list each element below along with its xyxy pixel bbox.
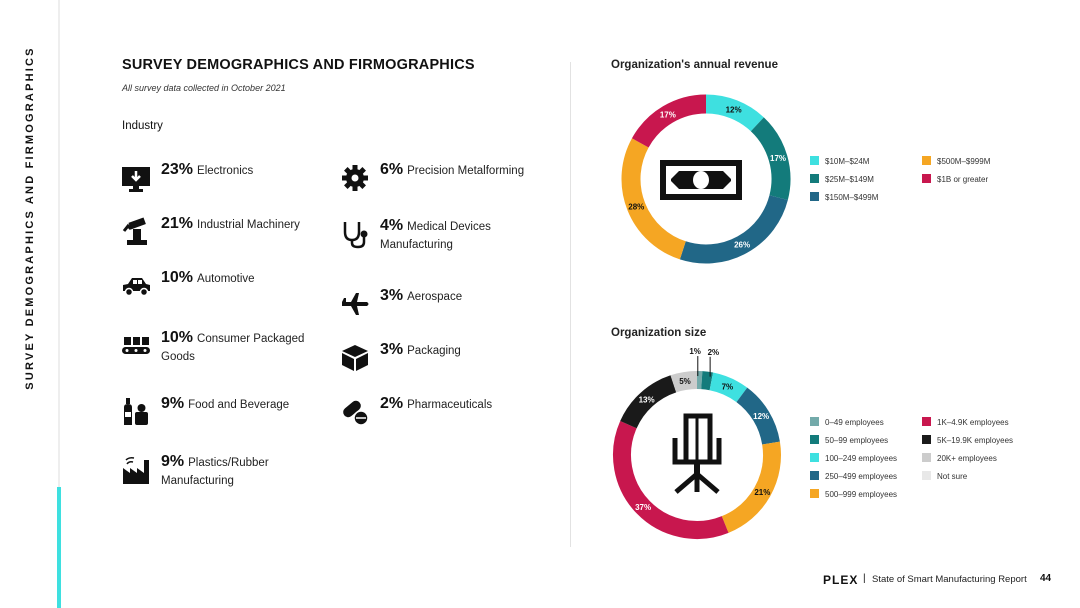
legend-item [810, 174, 874, 184]
industry-label: Automotive [197, 273, 255, 285]
legend-label: 20K+ employees [937, 454, 997, 463]
legend-swatch [810, 489, 819, 498]
legend-label: 1K–4.9K employees [937, 418, 1009, 427]
legend-label: Not sure [937, 472, 968, 481]
airplane-icon [340, 289, 370, 319]
industry-label: Industrial Machinery [197, 219, 300, 231]
industry-percent: 10% [161, 329, 194, 346]
slice-label: 1% [689, 347, 701, 357]
industry-percent: 21% [161, 215, 194, 232]
industry-label: Aerospace [407, 291, 463, 303]
bottle-icon [121, 397, 151, 427]
legend-swatch [922, 174, 931, 183]
legend-item [810, 435, 888, 445]
stethoscope-icon [340, 219, 370, 249]
legend-item [810, 156, 869, 166]
legend-item [922, 435, 1013, 445]
legend-swatch [922, 435, 931, 444]
slice-label: 12% [725, 105, 742, 115]
legend-label: $25M–$149M [825, 175, 874, 184]
slice-label: 28% [628, 202, 645, 212]
legend-swatch [922, 156, 931, 165]
industry-percent: 9% [161, 395, 185, 412]
legend-swatch [810, 192, 819, 201]
page-subtitle: All survey data collected in October 2021 [122, 83, 286, 93]
industry-percent: 6% [380, 161, 404, 178]
legend-swatch [922, 417, 931, 426]
legend-swatch [810, 471, 819, 480]
industry-percent: 3% [380, 287, 404, 304]
slice-label: 7% [721, 382, 734, 392]
industry-percent: 3% [380, 341, 404, 358]
industry-label: Electronics [197, 165, 254, 177]
car-icon [121, 271, 151, 301]
slice-label: 26% [734, 240, 751, 250]
donut-slice [725, 443, 772, 524]
footer-separator: | [863, 573, 866, 584]
legend-item [922, 156, 990, 166]
brand-logo: PLEX [823, 573, 859, 587]
slice-label: 2% [707, 347, 720, 357]
industry-label: Pharmaceuticals [407, 399, 493, 411]
legend-item [810, 453, 897, 463]
monitor-icon [121, 163, 151, 193]
legend-item [810, 489, 897, 499]
slice-label: 37% [635, 503, 652, 513]
industry-percent: 2% [380, 395, 404, 412]
conveyor-icon [121, 331, 151, 361]
pills-icon [340, 397, 370, 427]
industry-label: Plastics/Rubber Manufacturing [161, 457, 269, 487]
legend-item [922, 174, 988, 184]
factory-icon [121, 455, 151, 485]
slice-label: 13% [638, 395, 655, 405]
industry-percent: 9% [161, 453, 185, 470]
office-chair-icon [675, 416, 719, 492]
legend-swatch [922, 471, 931, 480]
slice-label: 17% [770, 154, 787, 164]
page-title: SURVEY DEMOGRAPHICS AND FIRMOGRAPHICS [122, 57, 475, 73]
industry-percent: 10% [161, 269, 194, 286]
legend-item [810, 192, 878, 202]
industry-heading: Industry [122, 120, 163, 132]
legend-swatch [810, 174, 819, 183]
legend-swatch [922, 453, 931, 462]
revenue-chart-title: Organization's annual revenue [611, 59, 778, 71]
legend-label: 5K–19.9K employees [937, 436, 1014, 445]
legend-label: 500–999 employees [825, 490, 898, 499]
legend-item [810, 471, 897, 481]
legend-swatch [810, 417, 819, 426]
industry-label: Medical Devices Manufacturing [380, 221, 491, 251]
legend-swatch [810, 435, 819, 444]
size-chart-title: Organization size [611, 327, 707, 339]
legend-item [922, 453, 997, 463]
column-divider [570, 62, 571, 547]
industry-label: Food and Beverage [188, 399, 290, 411]
slice-label: 12% [753, 412, 770, 422]
legend-swatch [810, 156, 819, 165]
legend-swatch [810, 453, 819, 462]
gear-icon [340, 163, 370, 193]
robot-arm-icon [121, 217, 151, 247]
industry-label: Precision Metalforming [407, 165, 525, 177]
slice-label: 17% [659, 110, 676, 120]
donut-slice [683, 198, 779, 254]
legend-label: 100–249 employees [825, 454, 898, 463]
donut-slice [702, 380, 712, 381]
legend-label: 50–99 employees [825, 436, 889, 445]
legend-item [922, 471, 967, 481]
legend-label: 250–499 employees [825, 472, 898, 481]
legend-label: $1B or greater [937, 175, 989, 184]
report-name: State of Smart Manufacturing Report [872, 574, 1027, 585]
industry-percent: 4% [380, 217, 404, 234]
side-accent-bar [57, 487, 61, 608]
legend-label: $150M–$499M [825, 193, 879, 202]
vertical-section-title: SURVEY DEMOGRAPHICS AND FIRMOGRAPHICS [24, 46, 36, 390]
box-icon [340, 343, 370, 373]
industry-label: Consumer Packaged Goods [161, 333, 305, 363]
slice-label: 5% [679, 376, 691, 386]
legend-label: 0–49 employees [825, 418, 884, 427]
page-number: 44 [1040, 573, 1052, 584]
size-donut-chart [606, 347, 788, 546]
slice-label: 21% [754, 487, 771, 497]
revenue-donut-chart [615, 88, 797, 270]
industry-percent: 23% [161, 161, 194, 178]
industry-label: Packaging [407, 345, 461, 357]
legend-label: $10M–$24M [825, 157, 870, 166]
legend-label: $500M–$999M [937, 157, 991, 166]
legend-item [922, 417, 1009, 427]
money-icon [660, 160, 742, 200]
legend-item [810, 417, 884, 427]
